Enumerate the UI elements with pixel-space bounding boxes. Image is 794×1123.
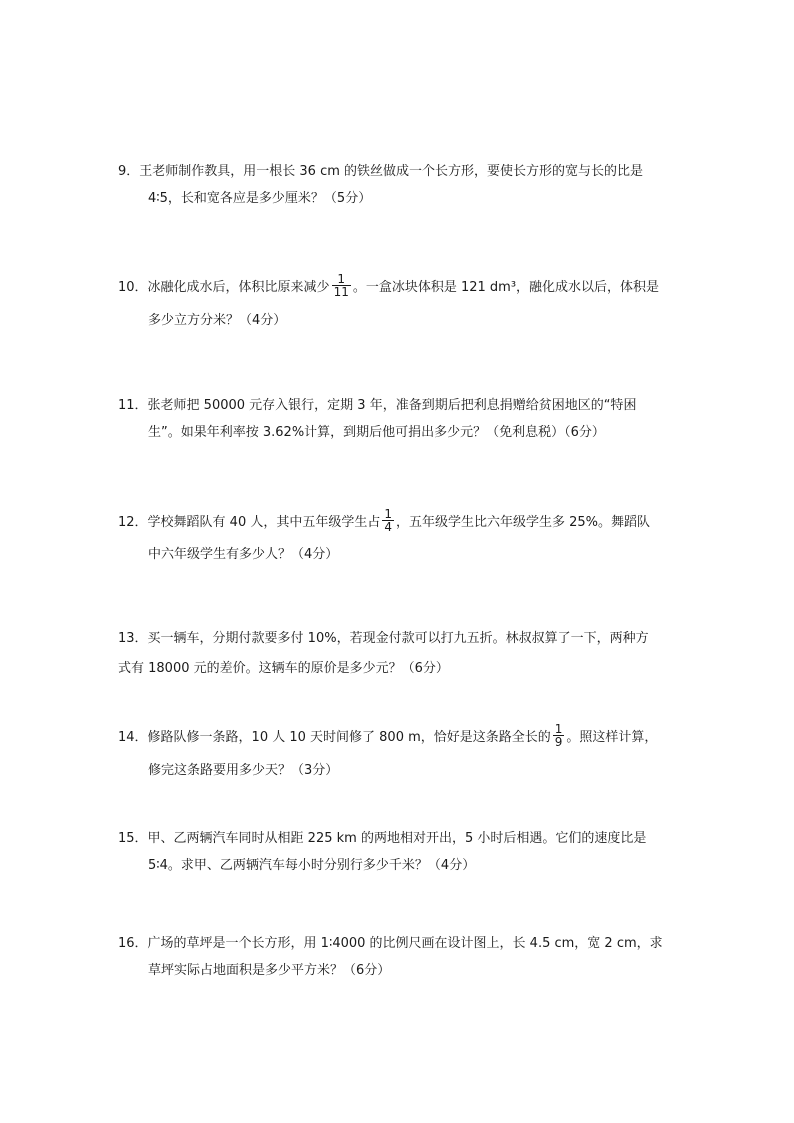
question-text: 张老师把 50000 元存入银行，定期 3 年，准备到期后把利息捐赠给贫困地区的“特困: [147, 398, 637, 413]
question-continuation: 修完这条路要用多少天？（3分）: [148, 763, 339, 778]
question-continuation: 中六年级学生有多少人？（4分）: [148, 547, 339, 562]
question-continuation: 生”。如果年利率按 3.62%计算，到期后他可捐出多少元？（免利息税）（6分）: [148, 425, 605, 440]
question-text: 学校舞蹈队有 40 人，其中五年级学生占: [147, 515, 381, 530]
fraction: [382, 508, 394, 533]
question-number: 10．: [118, 280, 148, 295]
question-number: 11．: [118, 398, 148, 413]
fraction: [332, 273, 351, 298]
question-text: 冰融化成水后，体积比原来减少: [147, 280, 330, 295]
question-continuation: 多少立方分米？（4分）: [148, 313, 287, 328]
fraction-denominator: 9: [554, 735, 563, 749]
question-text: 修路队修一条路，10 人 10 天时间修了 800 m，恰好是这条路全长的: [147, 730, 551, 745]
fraction-denominator: 11: [333, 285, 349, 299]
question-line: [118, 722, 658, 750]
question-line: [118, 398, 636, 414]
question-text-after-fraction: 。照这样计算，: [566, 730, 658, 745]
question-line: [118, 631, 649, 647]
fraction-numerator: 1: [554, 722, 563, 736]
question-continuation: 式有 18000 元的差价。这辆车的原价是多少元？（6分）: [118, 661, 449, 676]
question-text: 买一辆车，分期付款要多付 10%，若现金付款可以打九五折。林叔叔算了一下，两种方: [147, 631, 649, 646]
question-line: [118, 272, 660, 300]
question-number: 16．: [118, 936, 148, 951]
question-line: [118, 164, 643, 180]
question-line: [118, 831, 646, 847]
question-text-after-fraction: ，五年级学生比六年级学生多 25%。舞蹈队: [396, 515, 651, 530]
question-continuation: 5∶4。求甲、乙两辆汽车每小时分别行多少千米？（4分）: [148, 858, 476, 873]
fraction-numerator: 1: [332, 273, 351, 286]
question-text: 甲、乙两辆汽车同时从相距 225 km 的两地相对开出，5 小时后相遇。它们的速度比是: [147, 831, 647, 846]
question-text: 王老师制作教具，用一根长 36 cm 的铁丝做成一个长方形，要使长方形的宽与长的比是: [139, 164, 644, 179]
question-text-after-fraction: 。一盒冰块体积是 121 dm³，融化成水以后，体积是: [352, 280, 660, 295]
question-number: 9．: [118, 164, 140, 179]
question-number: 14．: [118, 730, 148, 745]
question-text: 广场的草坪是一个长方形，用 1∶4000 的比例尺画在设计图上，长 4.5 cm，宽 2 cm，求: [147, 936, 663, 951]
question-line: [118, 936, 663, 952]
question-continuation: 草坪实际占地面积是多少平方米？（6分）: [148, 963, 391, 978]
fraction: [553, 723, 565, 748]
fraction-denominator: 4: [384, 520, 392, 534]
question-number: 13．: [118, 631, 148, 646]
question-number: 15．: [118, 831, 148, 846]
question-continuation: 4∶5，长和宽各应是多少厘米？（5分）: [148, 191, 372, 206]
question-number: 12．: [118, 515, 148, 530]
fraction-numerator: 1: [384, 507, 392, 521]
question-line: [118, 507, 651, 535]
